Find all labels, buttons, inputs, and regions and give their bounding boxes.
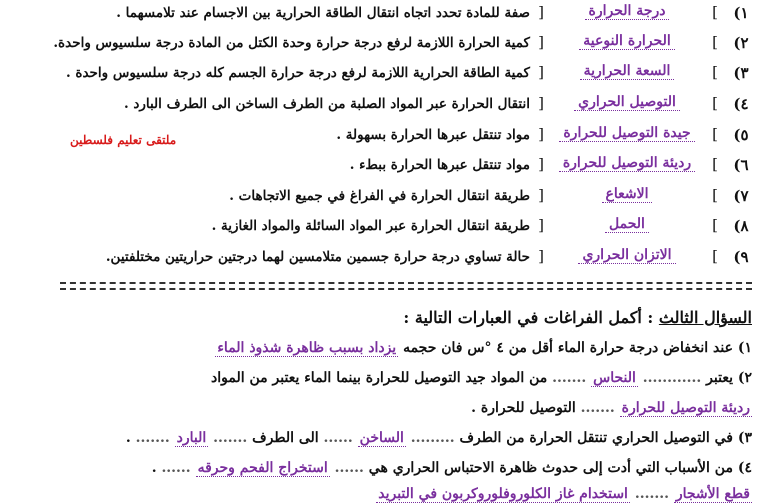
bracket-open: ] <box>712 247 718 265</box>
section-divider <box>60 282 752 284</box>
line-text: في التوصيل الحراري تنتقل الحرارة من الطرف <box>459 430 733 446</box>
line-text: من المواد جيد التوصيل للحرارة بينما الماء يعتبر من المواد <box>211 370 548 386</box>
answer-field: الحمل <box>552 216 702 233</box>
section-divider <box>60 288 752 290</box>
definition-row <box>0 30 780 60</box>
bracket-open: ] <box>712 216 718 234</box>
item-number: ٨) <box>733 217 749 235</box>
definition-row <box>0 60 780 90</box>
blank-dots: ...... <box>161 460 191 476</box>
item-number: ٩) <box>733 248 749 266</box>
answer-field: الاتزان الحراري <box>552 247 702 264</box>
item-number: ٤) <box>733 95 749 113</box>
bracket-open: ] <box>712 186 718 204</box>
line-text: . <box>125 430 131 446</box>
filled-answer: يزداد بسبب ظاهرة شذوذ الماء <box>217 340 397 356</box>
definition-row <box>0 152 780 182</box>
bracket-close: [ <box>538 216 544 234</box>
filled-answer: الساخن <box>359 430 404 446</box>
filled-answer: البارد <box>176 430 207 446</box>
filled-answer: النحاس <box>593 370 636 386</box>
blank-dots: ....... <box>213 430 248 446</box>
definition-text: حالة تساوي درجة حرارة جسمين متلامسين لهما درجتين حراريتين مختلفتين. <box>105 249 530 265</box>
item-number: ٢) <box>737 370 752 386</box>
bracket-open: ] <box>712 155 718 173</box>
blank-dots: ............ <box>642 370 702 386</box>
filled-answer: استخراج الفحم وحرقه <box>197 460 328 476</box>
line-text: التوصيل للحرارة . <box>471 400 576 416</box>
line-text: يعتبر <box>706 370 733 386</box>
item-number: ٣) <box>737 430 752 446</box>
bracket-close: [ <box>538 125 544 143</box>
definition-row <box>0 244 780 274</box>
fill-line <box>40 340 752 356</box>
definition-row <box>0 183 780 213</box>
bracket-open: ] <box>712 3 718 21</box>
answer-field: درجة الحرارة <box>552 3 702 20</box>
line-text: . <box>151 460 157 476</box>
definition-text: مواد تنتقل عبرها الحرارة بسهولة . <box>336 127 530 143</box>
bracket-close: [ <box>538 33 544 51</box>
definition-text: طريقة انتقال الحرارة عبر المواد السائلة والمواد الغازية . <box>211 218 530 234</box>
blank-dots: ...... <box>323 430 353 446</box>
item-number: ٢) <box>733 34 749 52</box>
section-title: السؤال الثالث <box>658 308 752 327</box>
item-number: ٧) <box>733 187 749 205</box>
bracket-close: [ <box>538 3 544 21</box>
line-text: من الأسباب التي أدت إلى حدوث ظاهرة الاحتباس الحراري هي <box>368 460 733 476</box>
item-number: ٤) <box>737 460 752 476</box>
section-instruction: : أكمل الفراغات في العبارات التالية : <box>403 308 654 327</box>
answer-field: جيدة التوصيل للحرارة <box>552 125 702 142</box>
answer-field: التوصيل الحراري <box>552 94 702 111</box>
blank-dots: ....... <box>552 370 587 386</box>
watermark-text: ملتقى تعليم فلسطين <box>70 133 177 147</box>
fill-line <box>40 400 752 416</box>
bracket-open: ] <box>712 33 718 51</box>
fill-line <box>40 370 752 386</box>
definition-text: صفة للمادة تحدد اتجاه انتقال الطاقة الحرارية بين الاجسام عند تلامسهما . <box>116 5 530 21</box>
bracket-open: ] <box>712 94 718 112</box>
answer-field: السعة الحرارية <box>552 63 702 80</box>
definition-row <box>0 91 780 121</box>
filled-answer: رديئة التوصيل للحرارة <box>621 400 750 416</box>
definition-text: كمية الطاقة الحرارية اللازمة لرفع درجة حرارة الجسم كله درجة سلسيوس واحدة . <box>65 65 530 81</box>
definition-row <box>0 0 780 30</box>
definition-text: انتقال الحرارة عبر المواد الصلبة من الطرف الساخن الى الطرف البارد . <box>123 96 530 112</box>
filled-answer: استخدام غاز الكلوروفلوروكربون في التبريد <box>378 486 628 502</box>
line-text: الى الطرف <box>252 430 319 446</box>
answer-field: رديئة التوصيل للحرارة <box>552 155 702 172</box>
item-number: ٦) <box>733 156 749 174</box>
fill-line <box>40 430 752 446</box>
item-number: ٣) <box>733 64 749 82</box>
section-heading <box>403 308 752 327</box>
blank-dots: ...... <box>334 460 364 476</box>
bracket-close: [ <box>538 247 544 265</box>
definition-text: مواد تنتقل عبرها الحرارة ببطء . <box>349 157 530 173</box>
definition-row <box>0 213 780 243</box>
answer-field: الحرارة النوعية <box>552 33 702 50</box>
bracket-open: ] <box>712 63 718 81</box>
bracket-close: [ <box>538 63 544 81</box>
item-number: ٥) <box>733 126 749 144</box>
answer-field: الاشعاع <box>552 186 702 203</box>
bracket-close: [ <box>538 155 544 173</box>
blank-dots: ....... <box>634 486 669 502</box>
filled-answer: قطع الأشجار <box>675 486 750 502</box>
item-number: ١) <box>737 340 752 356</box>
item-number: ١) <box>733 4 749 22</box>
bracket-close: [ <box>538 94 544 112</box>
blank-dots: ....... <box>580 400 615 416</box>
blank-dots: ....... <box>135 430 170 446</box>
definition-text: كمية الحرارة اللازمة لرفع درجة حرارة وحدة الكتل من المادة درجة سلسيوس واحدة. <box>53 35 530 51</box>
bracket-close: [ <box>538 186 544 204</box>
fill-line <box>40 460 752 476</box>
blank-dots: ......... <box>410 430 455 446</box>
definition-text: طريقة انتقال الحرارة في الفراغ في جميع الاتجاهات . <box>229 188 530 204</box>
line-text: عند انخفاض درجة حرارة الماء أقل من ٤ °س فان حجمه <box>403 340 733 356</box>
bracket-open: ] <box>712 125 718 143</box>
